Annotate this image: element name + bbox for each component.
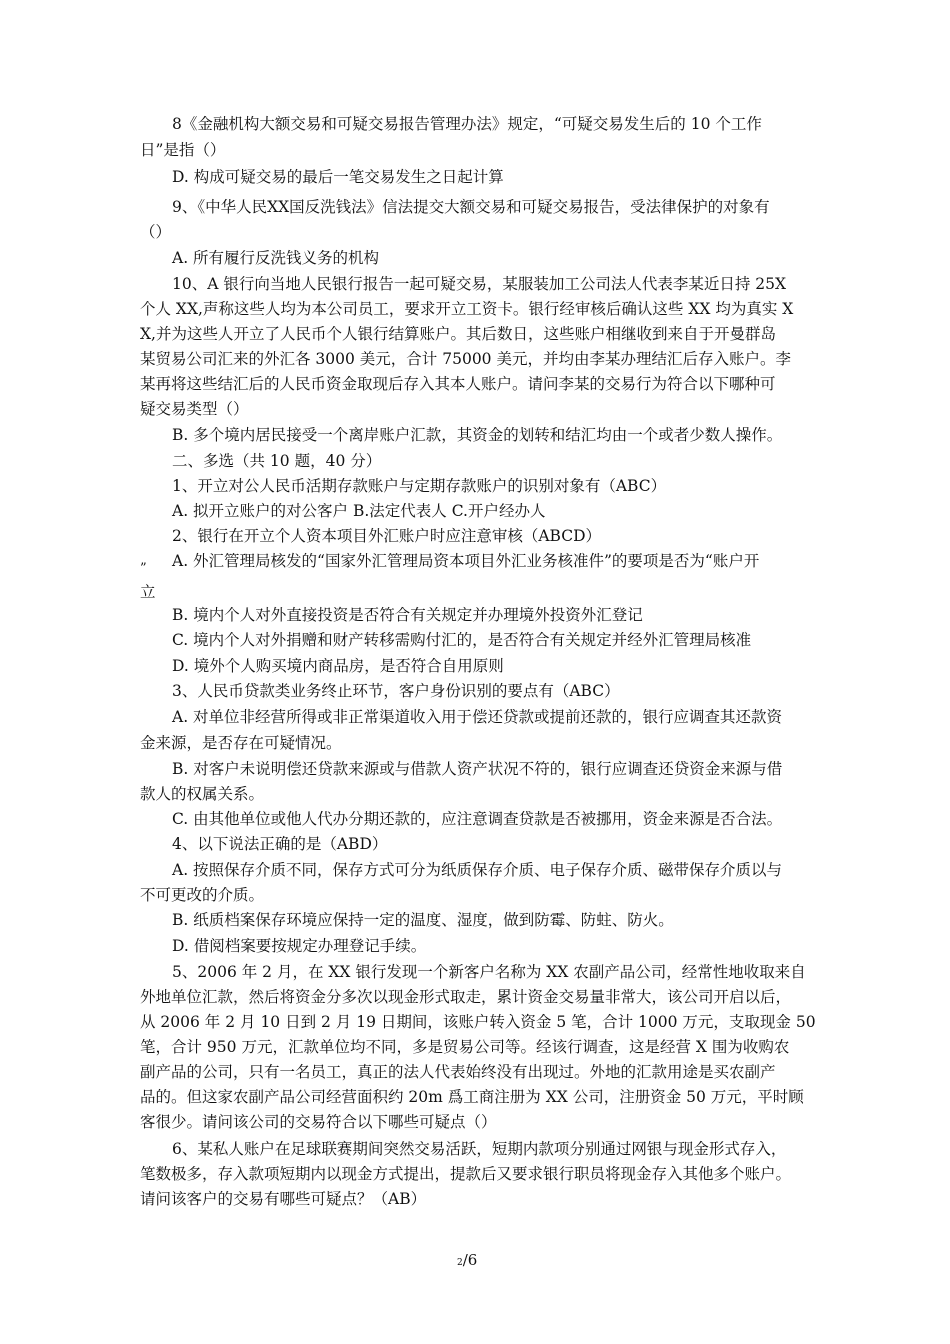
answer-line: D. 境外个人购买境内商品房，是否符合自用原则 (172, 657, 504, 675)
paragraph-line: 副产品的公司，只有一名员工，真正的法人代表始终没有出现过。外地的汇款用途是买农副产 (140, 1063, 776, 1081)
paragraph-line: 某贸易公司汇来的外汇各 3000 美元，合计 75000 美元，并均由李某办理结汇后存入账户。李 (140, 350, 791, 368)
paragraph-line: 笔数极多，存入款项短期内以现金方式提出，提款后又要求银行职员将现金存入其他多个账户。 (140, 1165, 792, 1183)
answer-line: C. 境内个人对外捐赠和财产转移需购付汇的，是否符合有关规定并经外汇管理局核准 (172, 631, 752, 649)
paragraph-line: 款人的权属关系。 (140, 785, 265, 803)
paragraph-line: 日”是指（） (140, 141, 226, 159)
answer-line: A. 拟开立账户的对公客户 B.法定代表人 C.开户经办人 (172, 502, 546, 520)
paragraph-line: 从 2006 年 2 月 10 日到 2 月 19 日期间，该账户转入资金 5 笔，合计 1000 万元，支取现金 50 (140, 1013, 816, 1031)
answer-line: B. 境内个人对外直接投资是否符合有关规定并办理境外投资外汇登记 (172, 606, 643, 624)
paragraph-line: 个人 XX,声称这些人均为本公司员工，要求开立工资卡。银行经审核后确认这些 XX 均为真实 X (140, 300, 794, 318)
answer-line: B. 纸质档案保存环境应保持一定的温度、湿度，做到防霉、防蛀、防火。 (172, 911, 674, 929)
paragraph-line: 9、《中华人民XX国反洗钱法》信法提交大额交易和可疑交易报告，受法律保护的对象有 (172, 198, 770, 216)
paragraph-line: 10、A 银行向当地人民银行报告一起可疑交易，某服装加工公司法人代表李某近日持 25X (172, 275, 787, 293)
paragraph-line: （） (140, 223, 172, 241)
answer-line: B. 多个境内居民接受一个离岸账户汇款，其资金的划转和结汇均由一个或者少数人操作。 (172, 426, 783, 444)
paragraph-line: X,并为这些人开立了人民币个人银行结算账户。其后数日，这些账户相继收到来自于开曼群岛 (140, 325, 776, 343)
overlap-quote-mark: ” (140, 561, 147, 576)
paragraph-line: 某再将这些结汇后的人民币资金取现后存入其本人账户。请问李某的交易行为符合以下哪种可 (140, 375, 776, 393)
answer-line: A. 所有履行反洗钱义务的机构 (172, 249, 380, 267)
page-number-current: 2 (457, 1258, 463, 1268)
paragraph-line: 5、2006 年 2 月，在 XX 银行发现一个新客户名称为 XX 农副产品公司，经常性地收取来自 (172, 963, 806, 981)
answer-line: D. 借阅档案要按规定办理登记手续。 (172, 937, 427, 955)
paragraph-line: 8《金融机构大额交易和可疑交易报告管理办法》规定，“可疑交易发生后的 10 个工作 (172, 115, 762, 133)
paragraph-line: 3、人民币贷款类业务终止环节，客户身份识别的要点有（ABC） (172, 682, 620, 700)
answer-line: C. 由其他单位或他人代办分期还款的，应注意调查贷款是否被挪用，资金来源是否合法。 (172, 810, 783, 828)
answer-line: A. 外汇管理局核发的“国家外汇管理局资本项目外汇业务核准件”的要项是否为“账户开 (172, 552, 760, 570)
paragraph-line: 4、以下说法正确的是（ABD） (172, 835, 388, 853)
answer-line: D. 构成可疑交易的最后一笔交易发生之日起计算 (172, 168, 504, 186)
answer-line: B. 对客户未说明偿还贷款来源或与借款人资产状况不符的，银行应调查还贷资金来源与借 (172, 760, 783, 778)
paragraph-line: 立 (140, 583, 156, 601)
paragraph-line: 不可更改的介质。 (140, 886, 265, 904)
paragraph-line: 6、某私人账户在足球联赛期间突然交易活跃，短期内款项分别通过网银与现金形式存入， (172, 1140, 787, 1158)
section-heading: 二、多选（共 10 题，40 分） (172, 452, 382, 470)
answer-line: A. 按照保存介质不同，保存方式可分为纸质保存介质、电子保存介质、磁带保存介质以与 (172, 861, 783, 879)
paragraph-line: 2、银行在开立个人资本项目外汇账户时应注意审核（ABCD） (172, 527, 602, 545)
paragraph-line: 外地单位汇款，然后将资金分多次以现金形式取走，累计资金交易量非常大，该公司开启以后， (140, 988, 792, 1006)
paragraph-line: 品的。但这家农副产品公司经营面积约 20m 爲工商注册为 XX 公司，注册资金 50 万元，平时顾 (140, 1088, 804, 1106)
paragraph-line: 笔，合计 950 万元，汇款单位均不同，多是贸易公司等。经该行调查，这是经营 X 围为收购农 (140, 1038, 790, 1056)
paragraph-line: 疑交易类型（） (140, 400, 249, 418)
paragraph-line: 客很少。请问该公司的交易符合以下哪些可疑点（） (140, 1113, 497, 1131)
paragraph-line: 请问该客户的交易有哪些可疑点？（AB） (140, 1190, 427, 1208)
page-number-total: /6 (462, 1251, 478, 1269)
paragraph-line: 金来源，是否存在可疑情况。 (140, 734, 342, 752)
paragraph-line: 1、开立对公人民币活期存款账户与定期存款账户的识别对象有（ABC） (172, 477, 667, 495)
answer-line: A. 对单位非经营所得或非正常渠道收入用于偿还贷款或提前还款的，银行应调查其还款资 (172, 708, 783, 726)
page-number (457, 1250, 477, 1273)
